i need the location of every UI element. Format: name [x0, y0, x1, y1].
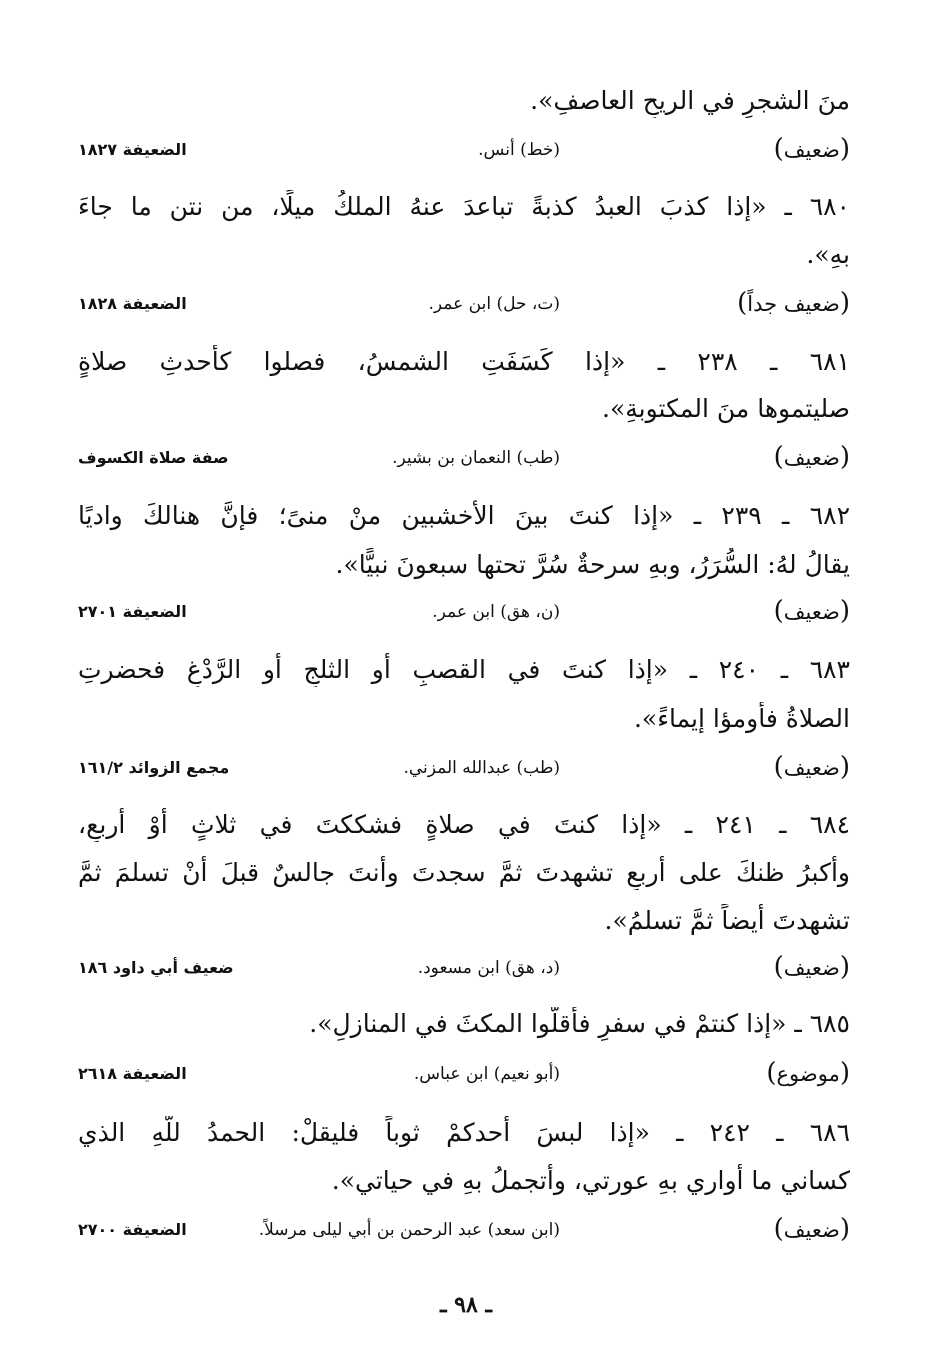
- hadith-line: ٦٨٣ ـ ٢٤٠ ـ «إذا كنتَ في القصبِ أو الثلجِ أو الرَّدْغِ فحضرتِ: [78, 655, 850, 684]
- grade-label: ( ضعيف جداً ): [737, 288, 850, 319]
- source-row: [78, 288, 850, 320]
- reference-label: صفة صلاة الكسوف: [78, 448, 229, 467]
- hadith-line: ٦٨١ ـ ٢٣٨ ـ «إذا كَسَفَتِ الشمسُ، فصلوا كأحدثِ صلاةٍ: [78, 347, 850, 376]
- grade-label: ( ضعيف ): [774, 752, 850, 783]
- grade-label: ( ضعيف ): [774, 596, 850, 627]
- hadith-line: ٦٨٢ ـ ٢٣٩ ـ «إذا كنتَ بينَ الأخشبين منْ منىً؛ فإنَّ هنالكَ واديًا: [78, 501, 850, 530]
- reference-label: مجمع الزوائد ١٦١/٢: [78, 758, 230, 777]
- source-label: (ن، هق) ابن عمر.: [432, 602, 560, 622]
- text-line: بهِ».: [806, 240, 850, 269]
- text-line: وأكبرُ ظنكَ على أربعٍ تشهدتَ ثمَّ سجدتَ وأنتَ جالسٌ قبلَ أنْ تسلمَ ثمَّ: [78, 858, 850, 887]
- text-line: يقالُ لهُ: السُّرَرُ، وبهِ سرحةٌ سُرَّ تحتها سبعونَ نبيًّا».: [335, 550, 850, 579]
- source-label: (طب) عبدالله المزني.: [403, 758, 560, 778]
- text-line: كساني ما أُواري بهِ عورتي، وأتجملُ بهِ في حياتي».: [331, 1166, 850, 1195]
- text-line: صليتموها منَ المكتوبةِ».: [602, 394, 850, 423]
- source-row: [78, 952, 850, 984]
- source-label: (د، هق) ابن مسعود.: [417, 958, 560, 978]
- reference-label: ضعيف أبي داود ١٨٦: [78, 958, 234, 977]
- hadith-line: ٦٨٤ ـ ٢٤١ ـ «إذا كنتَ في صلاةٍ فشككتَ في ثلاثٍ أوْ أربعٍ،: [78, 810, 850, 839]
- hadith-line: ٦٨٦ ـ ٢٤٢ ـ «إذا لبسَ أحدكمْ ثوباً فليقلْ: الحمدُ للّهِ الذي: [78, 1118, 850, 1147]
- source-label: (ابن سعد) عبد الرحمن بن أبي ليلى مرسلاً.: [258, 1220, 560, 1240]
- reference-label: الضعيفة ١٨٢٨: [78, 294, 187, 313]
- grade-label: ( ضعيف ): [774, 134, 850, 165]
- source-row: [78, 752, 850, 784]
- source-row: [78, 596, 850, 628]
- grade-label: ( ضعيف ): [774, 1214, 850, 1245]
- reference-label: الضعيفة ٢٧٠٠: [78, 1220, 187, 1239]
- grade-label: ( ضعيف ): [774, 952, 850, 983]
- reference-label: الضعيفة ١٨٢٧: [78, 140, 187, 159]
- source-row: [78, 1058, 850, 1090]
- source-label: (طب) النعمان بن بشير.: [392, 448, 560, 468]
- source-row: [78, 442, 850, 474]
- source-label: (أبو نعيم) ابن عباس.: [413, 1064, 560, 1084]
- text-line: منَ الشجرِ في الريحِ العاصفِ».: [530, 86, 850, 115]
- reference-label: الضعيفة ٢٧٠١: [78, 602, 187, 621]
- source-label: (خط) أنس.: [478, 140, 560, 160]
- text-line: تشهدتَ أيضاً ثمَّ تسلمُ».: [604, 906, 850, 935]
- text-line: الصلاةُ فأومؤا إيماءً».: [633, 704, 850, 733]
- grade-label: ( موضوع ): [766, 1058, 850, 1089]
- source-label: (ت، حل) ابن عمر.: [428, 294, 560, 314]
- hadith-line: ٦٨٥ ـ «إذا كنتمْ في سفرٍ فأقلُّوا المكثَ في المنازلِ».: [309, 1009, 850, 1038]
- reference-label: الضعيفة ٢٦١٨: [78, 1064, 187, 1083]
- source-row: [78, 134, 850, 166]
- hadith-line: ٦٨٠ ـ «إذا كذبَ العبدُ كذبةً تباعدَ عنهُ الملكُ ميلًا، من نتن ما جاءَ: [78, 192, 850, 221]
- source-row: [78, 1214, 850, 1246]
- grade-label: ( ضعيف ): [774, 442, 850, 473]
- page-number: ـ ٩٨ ـ: [440, 1292, 492, 1318]
